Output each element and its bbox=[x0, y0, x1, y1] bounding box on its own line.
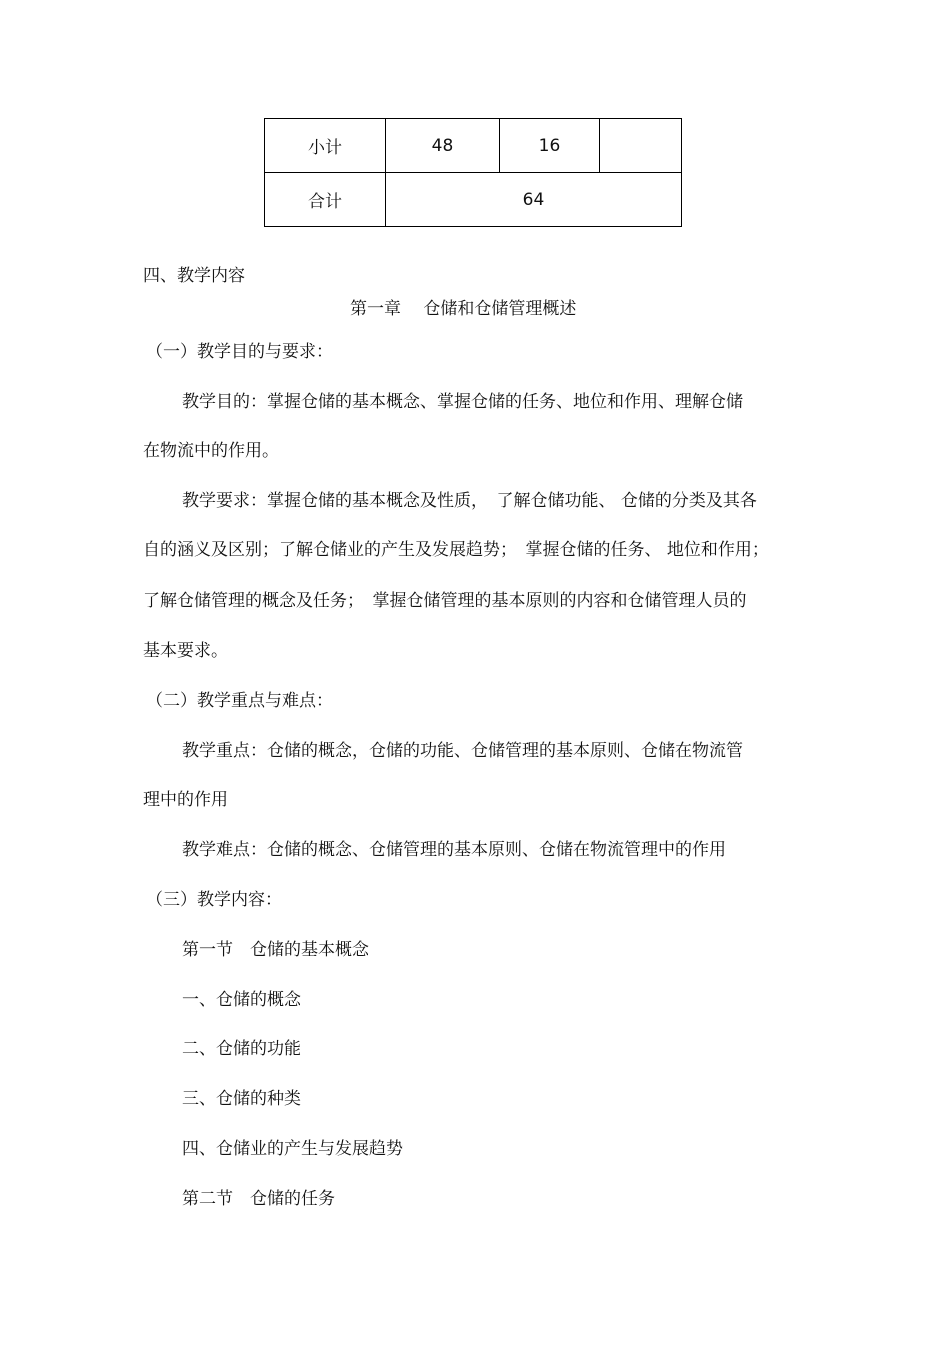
difficulty-line: 教学难点：仓储的概念、仓储管理的基本原则、仓储在物流管理中的作用 bbox=[182, 840, 726, 860]
table-cell bbox=[600, 119, 682, 173]
content-item: 二、仓储的功能 bbox=[182, 1039, 301, 1059]
content-item: 三、仓储的种类 bbox=[182, 1089, 301, 1109]
table-row bbox=[265, 173, 682, 227]
content-item: 第一节 仓储的基本概念 bbox=[182, 940, 369, 960]
requirement-line: 基本要求。 bbox=[143, 641, 228, 661]
goals-heading: （一）教学目的与要求： bbox=[146, 342, 333, 362]
focus-line: 理中的作用 bbox=[143, 790, 228, 810]
row-label: 小计 bbox=[265, 119, 386, 173]
table-cell: 64 bbox=[386, 173, 682, 227]
section-heading: 四、教学内容 bbox=[143, 266, 245, 286]
requirement-line: 自的涵义及区别；了解仓储业的产生及发展趋势； 掌握仓储的任务、 地位和作用； bbox=[143, 540, 769, 560]
table-cell: 48 bbox=[386, 119, 500, 173]
purpose-line: 教学目的：掌握仓储的基本概念、掌握仓储的任务、地位和作用、理解仓储 bbox=[182, 392, 743, 412]
content-heading: （三）教学内容： bbox=[146, 890, 282, 910]
keypoints-heading: （二）教学重点与难点： bbox=[146, 691, 333, 711]
focus-line: 教学重点：仓储的概念，仓储的功能、仓储管理的基本原则、仓储在物流管 bbox=[182, 741, 743, 761]
table-cell: 16 bbox=[500, 119, 600, 173]
purpose-line: 在物流中的作用。 bbox=[143, 441, 279, 461]
row-label: 合计 bbox=[265, 173, 386, 227]
chapter-title: 第一章 仓储和仓储管理概述 bbox=[350, 299, 577, 319]
table-row bbox=[265, 119, 682, 173]
content-item: 四、仓储业的产生与发展趋势 bbox=[182, 1139, 403, 1159]
requirement-line: 教学要求：掌握仓储的基本概念及性质， 了解仓储功能、 仓储的分类及其各 bbox=[182, 491, 757, 511]
hours-table bbox=[264, 118, 682, 227]
requirement-line: 了解仓储管理的概念及任务； 掌握仓储管理的基本原则的内容和仓储管理人员的 bbox=[143, 591, 747, 611]
content-item: 一、仓储的概念 bbox=[182, 990, 301, 1010]
content-item: 第二节 仓储的任务 bbox=[182, 1189, 335, 1209]
